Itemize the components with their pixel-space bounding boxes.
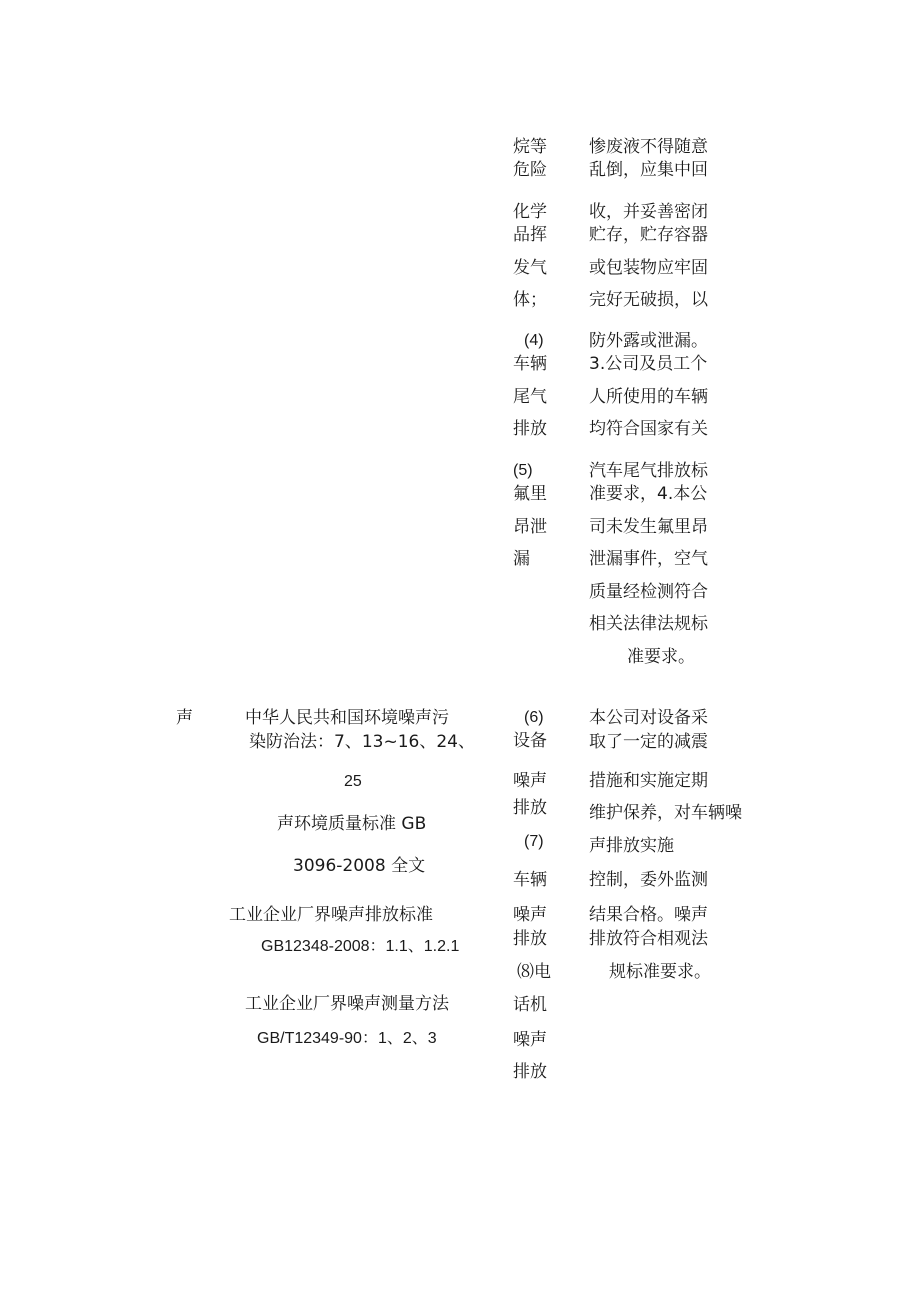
factor-line: 话机 bbox=[513, 995, 547, 1015]
status-line: 准要求，4.本公 bbox=[589, 484, 708, 504]
status-line: 完好无破损，以 bbox=[589, 290, 708, 310]
factor-line: 品挥 bbox=[513, 225, 547, 245]
status-line: 本公司对设备采 bbox=[589, 708, 708, 728]
status-line: 贮存，贮存容器 bbox=[589, 225, 708, 245]
status-line: 乱倒，应集中回 bbox=[589, 160, 708, 180]
regulation-line: 声环境质量标准 GB bbox=[277, 814, 427, 834]
factor-line: 车辆 bbox=[513, 354, 547, 374]
factor-line: 车辆 bbox=[513, 870, 547, 890]
factor-line: (6) bbox=[524, 709, 544, 726]
factor-line: 化学 bbox=[513, 202, 547, 222]
regulation-line: 工业企业厂界噪声测量方法 bbox=[245, 994, 449, 1014]
status-line: 排放符合相观法 bbox=[589, 929, 708, 949]
factor-line: ⑻电 bbox=[517, 962, 551, 982]
status-line: 取了一定的减震 bbox=[589, 732, 708, 752]
status-line: 维护保养，对车辆噪 bbox=[589, 803, 742, 823]
status-line: 措施和实施定期 bbox=[589, 771, 708, 791]
status-line: 准要求。 bbox=[627, 647, 695, 667]
status-line: 司未发生氟里昂 bbox=[589, 517, 708, 537]
category-label: 声 bbox=[176, 708, 193, 728]
regulation-line: GB/T12349-90：1、2、3 bbox=[257, 1030, 437, 1047]
factor-line: 危险 bbox=[513, 160, 547, 180]
status-line: 惨废液不得随意 bbox=[589, 137, 708, 157]
factor-line: 发气 bbox=[513, 258, 547, 278]
factor-line: 尾气 bbox=[513, 387, 547, 407]
status-line: 或包装物应牢固 bbox=[589, 258, 708, 278]
status-line: 均符合国家有关 bbox=[589, 419, 708, 439]
regulation-line: 工业企业厂界噪声排放标准 bbox=[229, 905, 433, 925]
factor-line: 设备 bbox=[513, 731, 547, 751]
factor-line: 噪声 bbox=[513, 1030, 547, 1050]
factor-line: 噪声 bbox=[513, 771, 547, 791]
regulation-line: 25 bbox=[344, 773, 362, 790]
factor-line: 昂泄 bbox=[513, 517, 547, 537]
status-line: 收，并妥善密闭 bbox=[589, 202, 708, 222]
regulation-line: GB12348-2008：1.1、1.2.1 bbox=[261, 938, 460, 955]
status-line: 规标准要求。 bbox=[609, 962, 711, 982]
status-line: 人所使用的车辆 bbox=[589, 387, 708, 407]
regulation-line: 中华人民共和国环境噪声污 bbox=[245, 708, 449, 728]
regulation-line: 3096-2008 全文 bbox=[293, 856, 426, 876]
factor-line: 氟里 bbox=[513, 484, 547, 504]
factor-line: 排放 bbox=[513, 929, 547, 949]
factor-line: 漏 bbox=[513, 549, 530, 569]
factor-line: 排放 bbox=[513, 419, 547, 439]
status-line: 控制，委外监测 bbox=[589, 870, 708, 890]
status-line: 相关法律法规标 bbox=[589, 614, 708, 634]
status-line: 泄漏事件，空气 bbox=[589, 549, 708, 569]
status-line: 防外露或泄漏。 bbox=[589, 331, 708, 351]
factor-line: 烷等 bbox=[513, 137, 547, 157]
factor-line: 体； bbox=[513, 290, 547, 310]
factor-line: (4) bbox=[524, 332, 544, 349]
factor-line: 噪声 bbox=[513, 905, 547, 925]
factor-line: 排放 bbox=[513, 798, 547, 818]
status-line: 结果合格。噪声 bbox=[589, 905, 708, 925]
factor-line: 排放 bbox=[513, 1062, 547, 1082]
status-line: 3.公司及员工个 bbox=[589, 354, 708, 374]
factor-line: (5) bbox=[513, 462, 533, 479]
regulation-line: 染防治法：7、13~16、24、 bbox=[249, 732, 475, 752]
factor-line: (7) bbox=[524, 833, 544, 850]
status-line: 声排放实施 bbox=[589, 836, 674, 856]
status-line: 质量经检测符合 bbox=[589, 582, 708, 602]
status-line: 汽车尾气排放标 bbox=[589, 461, 708, 481]
